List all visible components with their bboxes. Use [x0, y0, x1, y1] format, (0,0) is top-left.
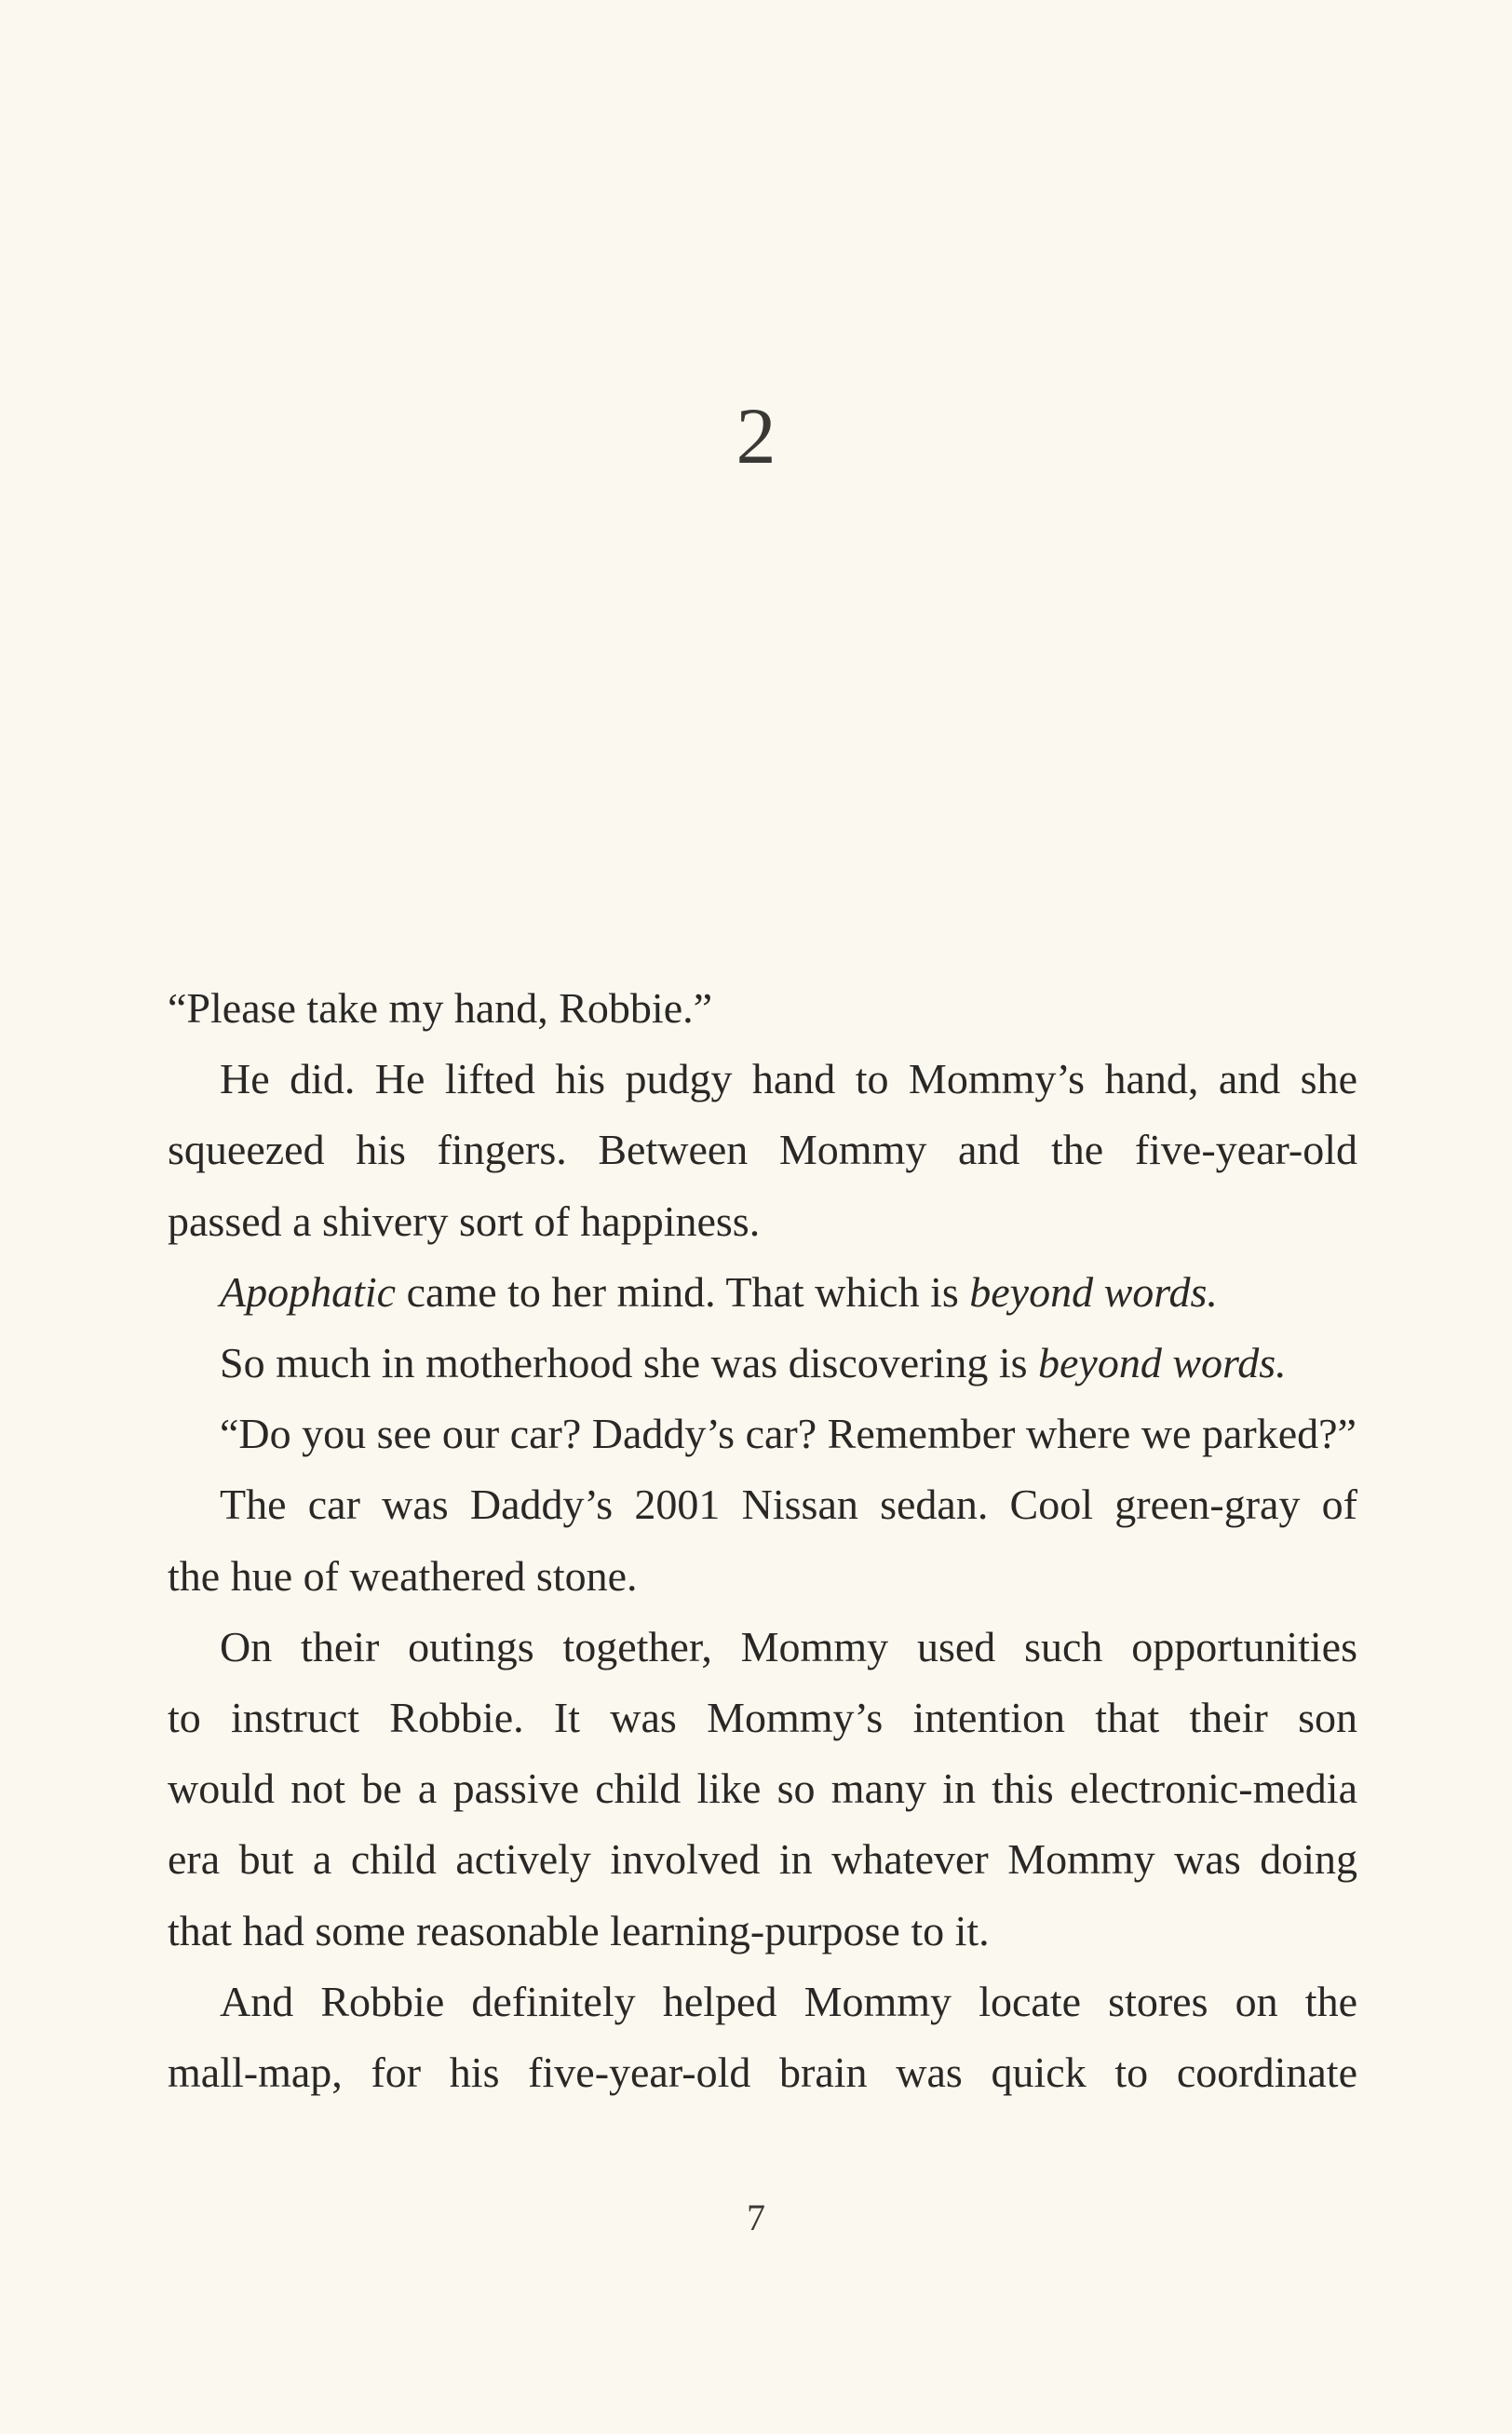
- text-line: [168, 1683, 1357, 1753]
- text-run: He did. He lifted his pudgy hand to Mommy’s hand, and she: [220, 1055, 1357, 1103]
- text-run: came to her mind. That which is: [396, 1267, 970, 1316]
- text-run: And Robbie definitely helped Mommy locate stores on the: [220, 1977, 1357, 2025]
- text-line: [168, 1824, 1357, 1895]
- text-line: [168, 1612, 1357, 1683]
- text-run: “Do you see our car? Daddy’s car? Remember where we parked?”: [220, 1410, 1357, 1458]
- body-text: [168, 973, 1357, 2108]
- text-run: passed a shivery sort of happiness.: [168, 1197, 761, 1245]
- text-run: to instruct Robbie. It was Mommy’s intention that their son: [168, 1694, 1357, 1742]
- text-run: The car was Daddy’s 2001 Nissan sedan. Cool green-gray of: [220, 1481, 1357, 1529]
- text-line: [168, 2037, 1357, 2108]
- text-line: [168, 1328, 1357, 1399]
- text-line: [168, 1399, 1357, 1469]
- text-line: [168, 1896, 1357, 1967]
- text-line: [168, 1115, 1357, 1185]
- text-line: [168, 1753, 1357, 1824]
- text-line: [168, 1257, 1357, 1328]
- italic-phrase: beyond words.: [1038, 1339, 1287, 1387]
- text-run: On their outings together, Mommy used such opportunities: [220, 1622, 1357, 1670]
- text-line: [168, 1469, 1357, 1540]
- text-line: [168, 1967, 1357, 2037]
- text-line: [168, 973, 1357, 1044]
- text-run: era but a child actively involved in whatever Mommy was doing: [168, 1835, 1357, 1884]
- text-run: squeezed his fingers. Between Mommy and the five-year-old: [168, 1126, 1357, 1174]
- italic-phrase: Apophatic: [220, 1267, 397, 1316]
- text-line: [168, 1186, 1357, 1257]
- text-run: mall-map, for his five-year-old brain was quick to coordinate: [168, 2049, 1357, 2097]
- text-run: “Please take my hand, Robbie.”: [168, 984, 713, 1032]
- text-run: that had some reasonable learning-purpose to it.: [168, 1906, 990, 1954]
- text-run: So much in motherhood she was discovering is: [220, 1339, 1039, 1387]
- page-number: 7: [747, 2197, 765, 2238]
- italic-phrase: beyond words.: [969, 1267, 1218, 1316]
- text-run: the hue of weathered stone.: [168, 1551, 638, 1600]
- text-run: would not be a passive child like so many in this electronic-media: [168, 1765, 1357, 1813]
- chapter-number: 2: [736, 391, 776, 480]
- text-line: [168, 1541, 1357, 1612]
- text-line: [168, 1044, 1357, 1115]
